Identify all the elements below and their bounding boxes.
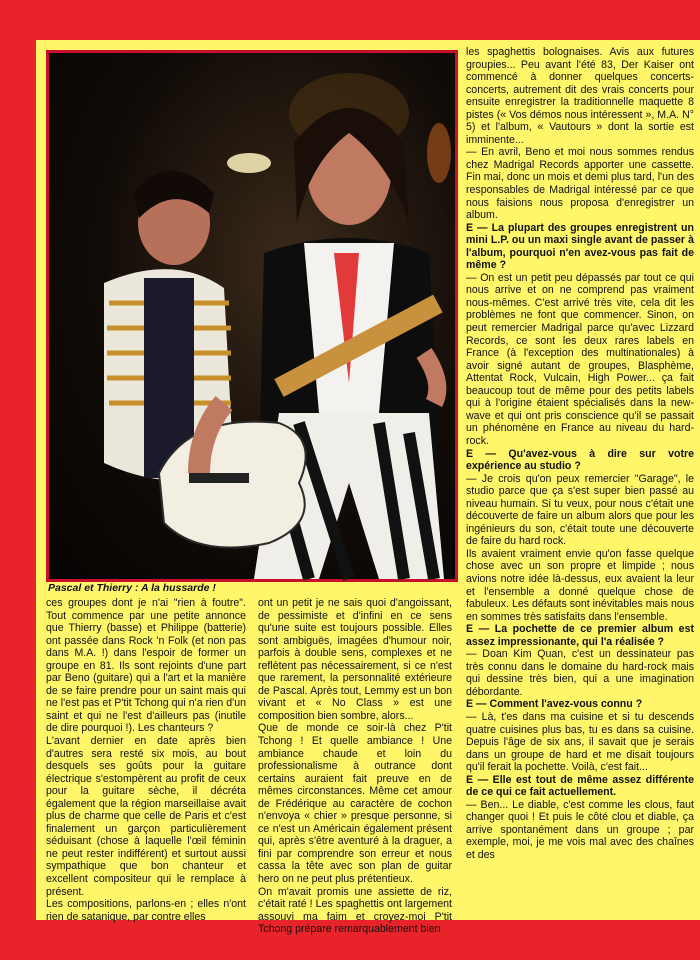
- magazine-page: [36, 40, 700, 936]
- interview-question: E — La plupart des groupes enregistrent un mini L.P. ou un maxi single avant de passer à l'album, pourquoi n'en avez-vous pas fait de même ?: [466, 221, 694, 272]
- interview-question: E — Comment l'avez-vous connu ?: [466, 698, 643, 711]
- interview-question: E — Qu'avez-vous à dire sur votre expérience au studio ?: [466, 447, 694, 473]
- interview-question: E — La pochette de ce premier album est assez impressionante, qui l'a réalisée ?: [466, 623, 694, 648]
- paragraph: ces groupes dont je n'ai "rien à foutre". Tout commence par une petite annonce que Thierry (basse) et Philippe (batterie) ont passée dans Rock 'n Folk (et non pas dans M.A. !) dans l'espoir de former un groupe en 81. Ils sont rejoints d'une part par Beno (guitare) qui a l'art et la manière de se faire prendre pour un saint mais qui ne l'est pas et P'tit Tchong qui n'a rien d'un saint et qui ne l'est d'ailleurs pas (inutile de dire pourquoi !). Les chanteurs ?: [46, 597, 246, 735]
- article-column-left: [46, 597, 246, 923]
- paragraph: — Ben... Le diable, c'est comme les clous, faut changer quoi ! Et puis le côté clou et diable, ça arrive spontanément dans un groupe ; par exemple, moi, je me vois mal avec des chaînes et des: [466, 798, 694, 861]
- article-column-right: [466, 46, 694, 862]
- paragraph: — Doan Kim Quan, c'est un dessinateur pas très connu dans le domaine du hard-rock mais qui dessine très bien, qui a une imagination débordante.: [466, 648, 694, 698]
- paragraph: — On est un petit peu dépassés par tout ce qui nous arrive et on ne comprend pas vraiment nous-mêmes. C'est arrivé très vite, cela dit les problèmes ne font que commencer. Sinon, on peut remercier Madrigal parce qu'avec Lizzard Records, ce sont les deux rares labels en France (à l'exception des multinationales) à avoir signé autant de groupes, Blasphème, Attentat Rock, Vulcain, High Power... ça fait beaucoup tout de même pour des petits labels qui à l'origine étaient spécialisés dans la new-wave et qui ont pris conscience qu'il se passait un phénomène en France au niveau du hard-rock.: [466, 271, 694, 447]
- concert-photo: [46, 50, 458, 582]
- article-column-middle: [258, 597, 452, 936]
- paragraph: Ils avaient vraiment envie qu'on fasse quelque chose avec un son propre et limpide ; nous avions notre idée là-dessus, eux avaient la leur et l'ensemble a donné quelque chose de fabuleux. Les défauts sont inévitables mais nous en sommes très satisfaits dans l'ensemble.: [466, 547, 694, 623]
- paragraph: Que de monde ce soir-là chez P'tit Tchong ! Et quelle ambiance ! Une ambiance chaude et loin du professionalisme à outrance dont certains auraient fait preuve en de mêmes circonstances. Même cet amour de Frédérique au caractère de cochon n'envoya « chier » presque personne, si ce n'est un Américain également présent qui, après s'être aventuré à la draguer, a fini par comprendre son erreur et nous cassa la tête avec son plan de guitar hero on ne peut plus prétentieux.: [258, 722, 452, 886]
- paragraph: les spaghettis bolognaises. Avis aux futures groupies... Peu avant l'été 83, Der Kaiser ont commencé à donner quelques concerts-concerts, autrement dit des vrais concerts pour ensuite enregistrer la traditionnelle maquette 8 pistes (« Vos démos nous intéressent », M.A. N° 5) et l'album, « Vautours » dont la sortie est imminente...: [466, 46, 694, 146]
- paragraph: ont un petit je ne sais quoi d'angoissant, de pessimiste et d'infini en ce sens qu'une suite est toujours possible. Elles sont ambiguës, imagées d'humour noir, parfois à double sens, complexes et ne reflètent pas nécessairement, si ce n'est que rarement, la personnalité extérieure de Pascal. Après tout, Lemmy est un bon vivant et « No Class » est une composition bien sombre, alors...: [258, 597, 452, 722]
- concert-photo-illustration: [49, 53, 455, 579]
- paragraph: — Je crois qu'on peux remercier "Garage", le studio parce que ça s'est super bien passé au niveau humain. Si tu veux, pour nous c'était une découverte de faire un album alors que pour les ingénieurs du son, c'était toute une découverte de faire du hard rock.: [466, 472, 694, 548]
- paragraph: L'avant dernier en date après bien d'autres sera resté six mois, au bout desquels ses goûts pour la guitare électrique s'estompèrent au profit de ceux pour la guitare sèche, il décréta également que la région marseillaise avait plus de charme que celle de Paris et c'est finalement un garçon particulièrement séduisant (chose à laquelle l'œil féminin ne peut rester indifférent) et surtout aussi sympathique que bon chanteur et excellent compositeur qui le remplace à présent.: [46, 735, 246, 898]
- paragraph: On m'avait promis une assiette de riz, c'était raté ! Les spaghettis ont largement assouvi ma faim et croyez-moi P'tit Tchong prépare remarquablement bien: [258, 885, 452, 936]
- photo-caption: Pascal et Thierry : A la hussarde !: [48, 582, 216, 594]
- interview-question: E — Elle est tout de même assez différente de ce qui ce fait actuellement.: [466, 773, 694, 799]
- paragraph: Les compositions, parlons-en ; elles n'ont rien de satanique, par contre elles: [46, 898, 246, 923]
- paragraph: — En avril, Beno et moi nous sommes rendus chez Madrigal Records apporter une cassette. Fin mai, donc un mois et demi plus tard, l'un des responsables de Madrigal intéressé par ce que nous faisions nous proposa d'enregistrer un album.: [466, 146, 694, 222]
- paragraph: — Là, t'es dans ma cuisine et si tu descends quatre cuisines plus bas, tu es dans sa cuisine. Depuis l'âge de six ans, il savait que je serais dans un groupe de hard et me disait toujours qu'il ferait la pochette. Voilà, c'est fait...: [466, 710, 694, 774]
